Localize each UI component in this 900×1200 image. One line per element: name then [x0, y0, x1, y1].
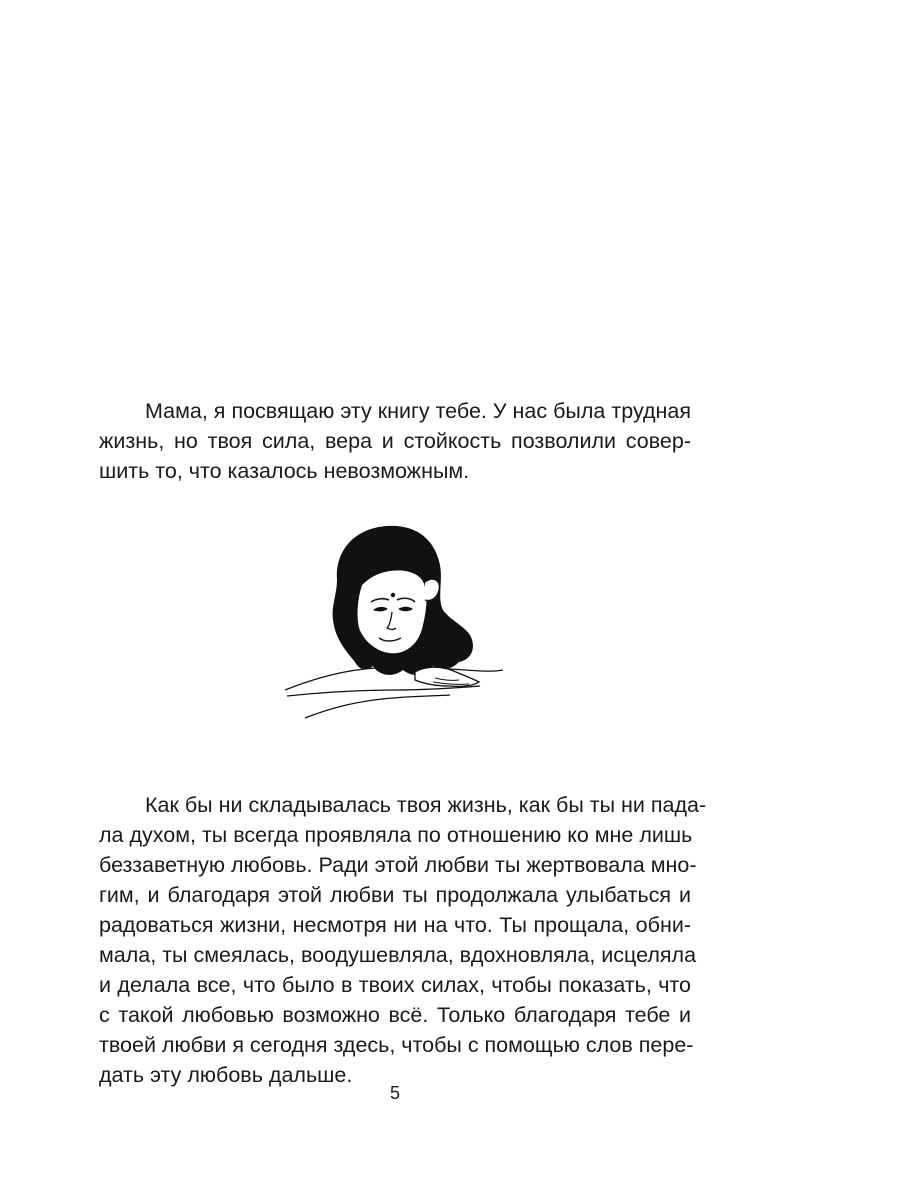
body-line: беззаветную любовь. Ради этой любви ты жертвовала мно- — [99, 853, 697, 877]
elbow-line — [305, 695, 450, 718]
body-line: и делала все, что было в твоих силах, чтобы показать, что — [99, 973, 691, 997]
body-line: Как бы ни складывалась твоя жизнь, как бы ты ни пада- — [145, 793, 707, 817]
dedication-line: Мама, я посвящаю эту книгу тебе. У нас была трудная — [145, 399, 691, 423]
body-line: ла духом, ты всегда проявляла по отношению ко мне лишь — [99, 823, 693, 847]
body-line: мала, ты смеялась, воодушевляла, вдохновляла, исцеляла — [99, 943, 697, 967]
body-line: дать эту любовь дальше. — [99, 1063, 353, 1087]
body-line: с такой любовью возможно всё. Только благодаря тебе и — [99, 1003, 691, 1027]
body-line: радоваться жизни, несмотря ни на что. Ты прощала, обни- — [99, 913, 691, 937]
body-line: гим, и благодаря этой любви ты продолжала улыбаться и — [99, 883, 691, 907]
body-line: твоей любви я сегодня здесь, чтобы с помощью слов пере- — [99, 1033, 694, 1057]
page-number: 5 — [389, 1083, 400, 1103]
lower-arm-line — [287, 686, 480, 696]
dedication-line: шить то, что казалось невозможным. — [99, 459, 470, 483]
woman-resting-head-illustration — [275, 520, 525, 740]
bindi-dot — [391, 593, 395, 597]
dedication-line: жизнь, но твоя сила, вера и стойкость позволили совер- — [99, 429, 691, 453]
